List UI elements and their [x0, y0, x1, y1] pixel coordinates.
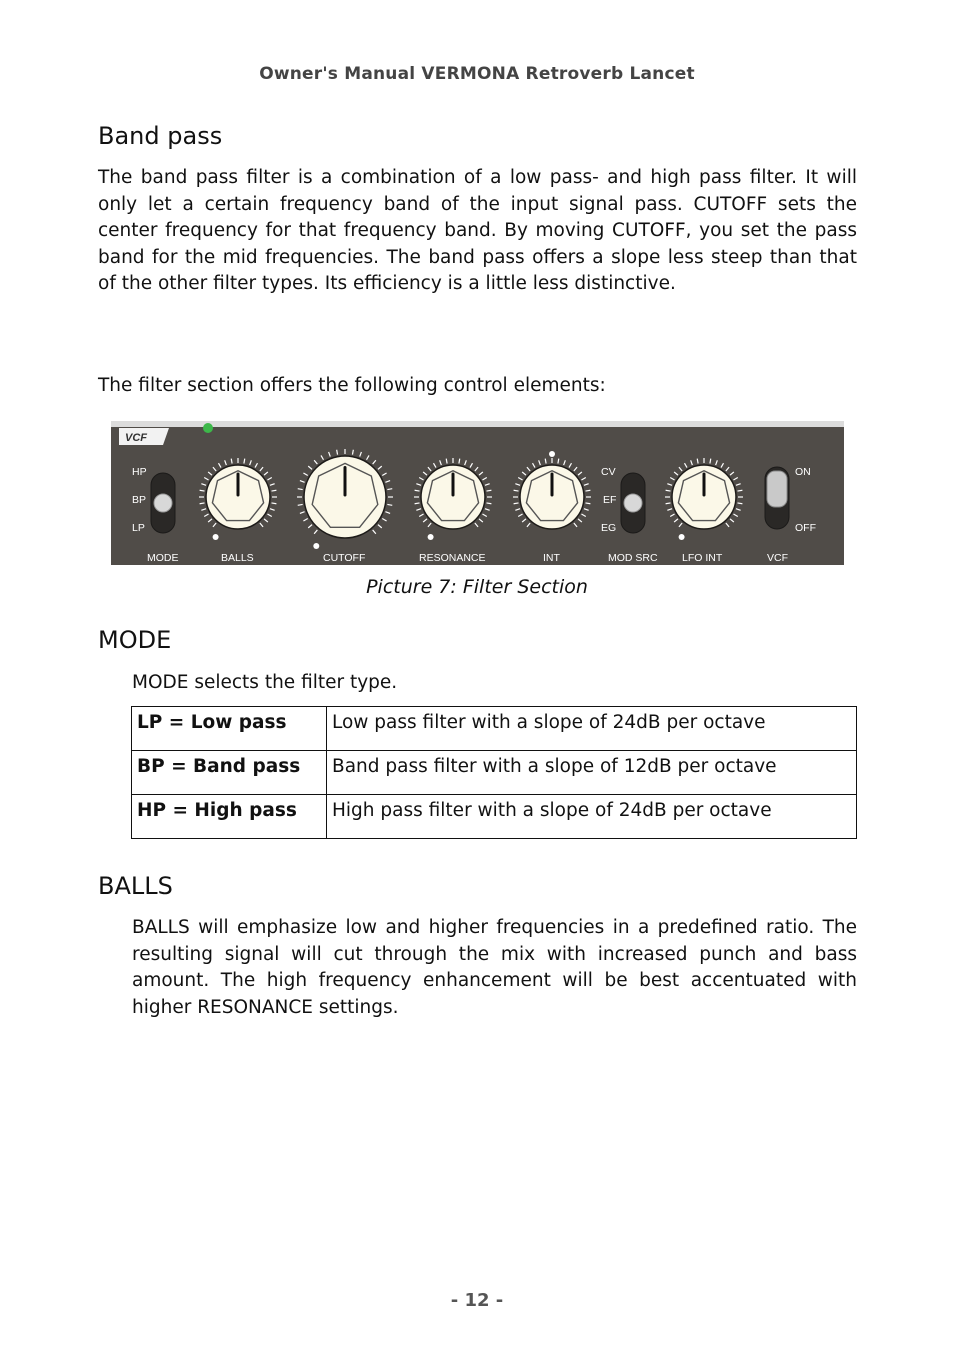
- mode-desc: Low pass filter with a slope of 24dB per octave: [327, 707, 857, 751]
- mode-desc: High pass filter with a slope of 24dB per octave: [327, 795, 857, 839]
- knob-label: RESONANCE: [419, 552, 486, 564]
- mod-src-switch-lever: [624, 494, 642, 512]
- mode-key: LP = Low pass: [132, 707, 327, 751]
- band-pass-heading: Band pass: [98, 122, 223, 150]
- vcf-label: VCF: [767, 552, 788, 564]
- panel-title: VCF: [125, 432, 147, 444]
- status-led: [203, 423, 213, 433]
- mode-label: MODE: [147, 552, 179, 564]
- vcf-pos-off: OFF: [795, 522, 816, 534]
- band-pass-paragraph: The band pass filter is a combination of a low pass- and high pass filter. It will only let a certain frequency band of the input signal pass. CUTOFF sets the center frequency for that frequency band. By moving CUTOFF, you set the pass band for the mid frequencies. The band pass offers a slope less steep than that of the other filter types. Its efficiency is a little less distinctive.: [98, 167, 857, 294]
- mode-pos-lp: LP: [132, 522, 145, 534]
- vcf-pos-on: ON: [795, 466, 811, 478]
- mode-heading: MODE: [98, 626, 172, 654]
- mode-intro-text: MODE selects the filter type.: [132, 672, 398, 693]
- knob-label: INT: [543, 552, 560, 564]
- filter-intro-text: The filter section offers the following control elements:: [98, 375, 606, 396]
- table-row: [132, 707, 857, 751]
- mode-pos-hp: HP: [132, 466, 147, 478]
- running-header: Owner's Manual VERMONA Retroverb Lancet: [259, 64, 695, 84]
- mod-src-label: MOD SRC: [608, 552, 658, 564]
- modsrc-pos-ef: EF: [603, 494, 617, 506]
- table-row: [132, 751, 857, 795]
- mode-switch-lever: [154, 494, 172, 512]
- mode-key: BP = Band pass: [132, 751, 327, 795]
- knob-label: BALLS: [221, 552, 254, 564]
- filter-section-panel: [111, 421, 844, 565]
- modsrc-pos-cv: CV: [601, 466, 616, 478]
- knob-label: CUTOFF: [323, 552, 366, 564]
- figure-caption: Picture 7: Filter Section: [366, 576, 588, 598]
- balls-paragraph: BALLS will emphasize low and higher frequencies in a predefined ratio. The resulting signal will cut through the mix with increased punch and bass amount. The high frequency enhancement will be best accentuated with higher RESONANCE settings.: [132, 917, 857, 1018]
- table-row: [132, 795, 857, 839]
- knob-label: LFO INT: [682, 552, 723, 564]
- modsrc-pos-eg: EG: [601, 522, 617, 534]
- mode-table: [131, 706, 857, 839]
- mode-pos-bp: BP: [132, 494, 147, 506]
- vcf-switch-lever: [767, 471, 787, 507]
- page-number: - 12 -: [450, 1290, 504, 1311]
- balls-heading: BALLS: [98, 872, 173, 900]
- mode-key: HP = High pass: [132, 795, 327, 839]
- mode-desc: Band pass filter with a slope of 12dB per octave: [327, 751, 857, 795]
